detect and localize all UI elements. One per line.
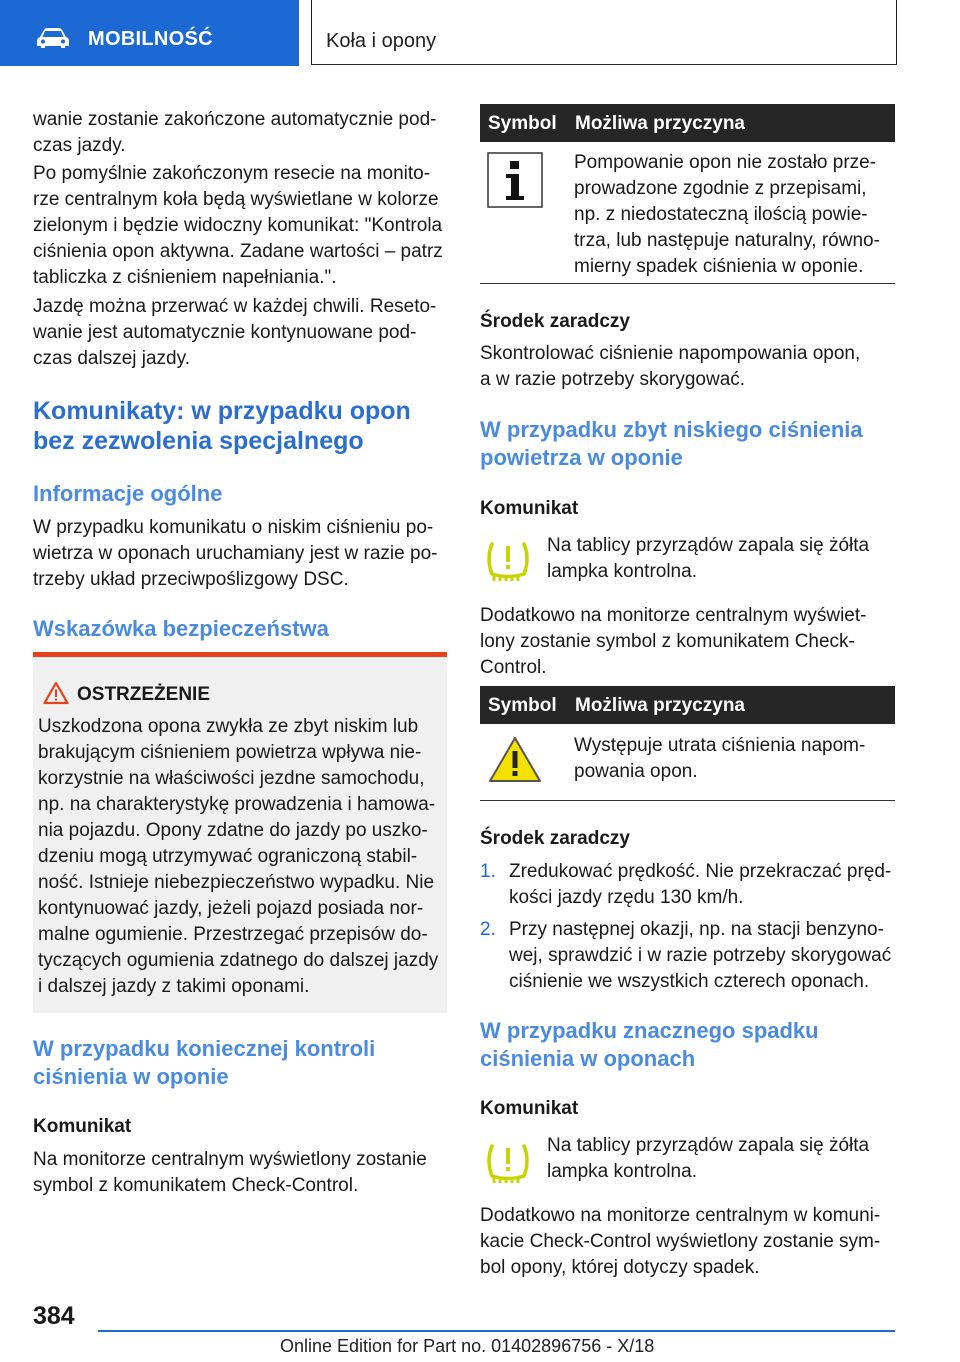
warning-text: Uszkodzona opona zwykła ze zbyt niskim lub brakującym ciśnieniem powietrza wpływa nie‐ korzystnie na właściwości jezdne samochodu, np. na charakterystykę prowadzenia i hamowa‐ nia pojazdu. Opony zdatne do jazdy po uszko‐ dzeniu mogą utrzymywać ograniczoną stabil‐ ność. Istnieje niebezpieczeństwo wypadku. Nie kontynuować jazdy, jeżeli pojazd posiada nor‐ malne ogumienie. Przestrzegać przepisów do‐ tyczących ogumienia zdatnego do dalszej jazdy i dalszej jazdy z takimi oponami. [38,716,439,997]
paragraph: Dodatkowo na monitorze centralnym w komuni‐ kacie Check-Control wyświetlony zostanie sym‐ bol opony, której dotyczy spadek. [480,1205,881,1278]
subheading-low-pressure: W przypadku zbyt niskiego ciśnienia powietrza w oponie [480,417,863,470]
footer-rule [98,1330,895,1332]
table-cell-cause: Pompowanie opon nie zostało prze‐ prowadzone zgodnie z przepisami, np. z niedostateczną ilością powie‐ trza, lub następuje naturalny, równo‐ mierny spadek ciśnienia w oponie. [574,152,880,277]
column-header-symbol: Symbol [488,113,557,134]
paragraph: Skontrolować ciśnienie napompowania opon, a w razie potrzeby skorygować. [480,343,861,390]
list-item-text: Zredukować prędkość. Nie przekraczać pręd‐ kości jazdy rzędu 130 km/h. [509,861,892,908]
message-title: Komunikat [33,1116,132,1137]
paragraph: Na monitorze centralnym wyświetlony zostanie symbol z komunikatem Check-Control. [33,1149,427,1196]
info-icon [487,152,543,208]
list-number: 1. [480,861,496,882]
footer-edition: Online Edition for Part no. 01402896756 - X/18 [280,1336,655,1356]
column-header-symbol: Symbol [488,695,557,716]
paragraph: W przypadku komunikatu o niskim ciśnieniu po‐ wietrza w oponach uruchamiany jest w razie po‐ trzeby układ przeciwpoślizgowy DSC. [33,517,438,590]
paragraph: Jazdę można przerwać w każdej chwili. Reseto‐ wanie jest automatycznie kontynuowane pod‐ czas dalszej jazdy. [33,296,437,369]
car-icon [36,27,70,49]
warning-title: OSTRZEŻENIE [77,684,211,705]
table-header [480,104,895,142]
paragraph: Po pomyślnie zakończonym resecie na monito‐ rze centralnym koła będą wyświetlane w kolorze zielonym i będzie widoczny komunikat: "Kontrola ciśnienia opon aktywna. Zadane wartości – patrz tabliczka z ciśnieniem napełniania.". [33,163,443,288]
subheading-safety: Wskazówka bezpieczeństwa [33,616,329,641]
section-title: Koła i opony [326,30,437,52]
section-heading: Komunikaty: w przypadku opon bez zezwolenia specjalnego [33,397,411,455]
table-bottom-rule [480,800,895,801]
tire-pressure-warning-lamp-icon [484,538,532,584]
subheading-significant-loss: W przypadku znacznego spadku ciśnienia w oponach [480,1018,819,1071]
remedy-title: Środek zaradczy [480,311,630,332]
lamp-text: Na tablicy przyrządów zapala się żółta lampka kontrolna. [547,1135,870,1182]
warning-box [33,652,447,1013]
column-header-cause: Możliwa przyczyna [575,113,745,134]
message-title: Komunikat [480,1098,579,1119]
table-cell-cause: Występuje utrata ciśnienia napom‐ powania opon. [574,735,866,782]
lamp-text: Na tablicy przyrządów zapala się żółta lampka kontrolna. [547,535,870,582]
subheading-general: Informacje ogólne [33,481,223,506]
column-header-cause: Możliwa przyczyna [575,695,745,716]
table-header [480,686,895,724]
page-number: 384 [33,1302,75,1330]
list-item-text: Przy następnej okazji, np. na stacji benzyno‐ wej, sprawdzić i w razie potrzeby skorygować ciśnienie we wszystkich czterech oponach. [509,919,892,992]
message-title: Komunikat [480,498,579,519]
table-bottom-rule [480,283,895,284]
yellow-warning-triangle-icon [487,735,543,785]
warning-triangle-icon [43,681,69,705]
paragraph: wanie zostanie zakończone automatycznie pod‐ czas jazdy. [33,109,437,156]
chapter-tab-label: MOBILNOŚĆ [88,28,213,50]
chapter-tab[interactable] [0,0,299,66]
list-number: 2. [480,919,496,940]
subheading-check: W przypadku koniecznej kontroli ciśnienia w oponie [33,1036,376,1089]
remedy-title: Środek zaradczy [480,828,630,849]
paragraph: Dodatkowo na monitorze centralnym wyświet‐ lony zostanie symbol z komunikatem Check- Control. [480,605,867,678]
tire-pressure-warning-lamp-icon [484,1140,532,1186]
section-header [311,0,897,65]
